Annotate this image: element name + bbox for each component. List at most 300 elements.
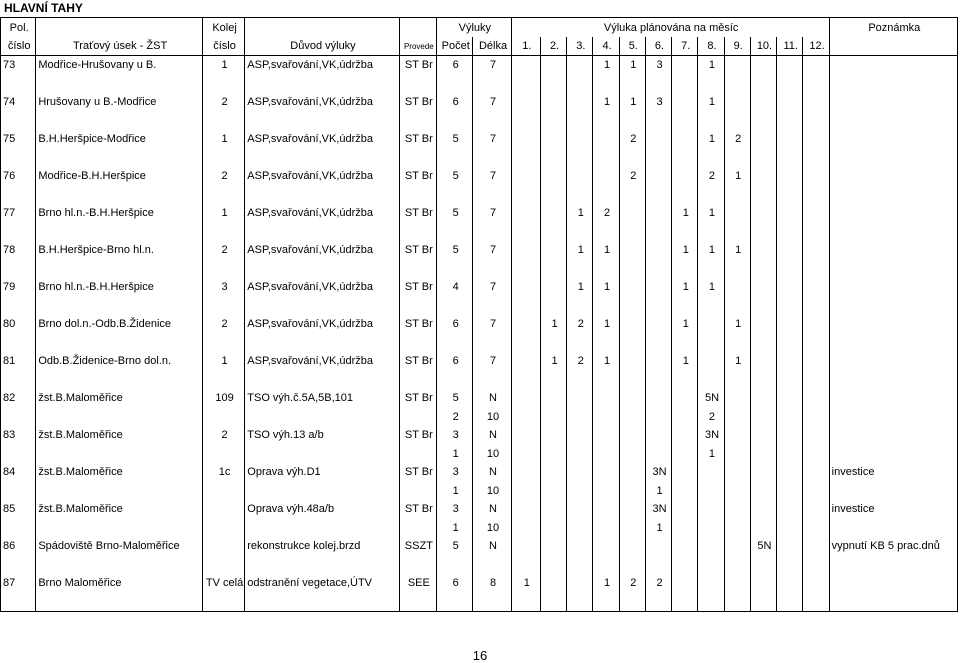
cell-month: [777, 315, 803, 334]
table-row: [1, 500, 958, 519]
cell-month: 3: [645, 93, 671, 112]
cell-tratovy-usek: [36, 223, 203, 242]
cell-month: [698, 112, 724, 131]
cell-month: [803, 167, 829, 186]
cell-delka: N: [473, 537, 511, 556]
table-row: [1, 56, 958, 75]
cell-pocet: [437, 149, 473, 168]
cell-duvod: [245, 149, 399, 168]
cell-month: 1: [619, 93, 645, 112]
cell-month: [803, 186, 829, 205]
cell-provede: [399, 297, 436, 316]
cell-poznamka: [829, 334, 957, 353]
cell-pocet: [437, 556, 473, 575]
header-month: 6.: [645, 37, 671, 56]
cell-month: [777, 371, 803, 390]
cell-duvod: [245, 408, 399, 427]
cell-month: [698, 297, 724, 316]
cell-delka: 7: [473, 167, 511, 186]
cell-provede: [399, 556, 436, 575]
cell-month: [593, 297, 619, 316]
cell-pol: [1, 445, 36, 464]
cell-month: [750, 130, 776, 149]
cell-month: [567, 519, 593, 538]
cell-month: 1: [540, 315, 566, 334]
cell-duvod: [245, 186, 399, 205]
cell-provede: ST Br: [399, 352, 436, 371]
cell-delka: 7: [473, 352, 511, 371]
cell-month: [619, 482, 645, 501]
cell-month: 1: [724, 352, 750, 371]
cell-month: [724, 389, 750, 408]
cell-month: [672, 463, 698, 482]
cell-month: [645, 556, 671, 575]
cell-month: [777, 93, 803, 112]
cell-pol: 74: [1, 93, 36, 112]
cell-month: [645, 389, 671, 408]
cell-pol: [1, 482, 36, 501]
table-row: [1, 445, 958, 464]
cell-poznamka: [829, 75, 957, 94]
cell-month: [511, 537, 540, 556]
cell-kolej: 2: [202, 241, 244, 260]
cell-month: [724, 463, 750, 482]
cell-delka: [473, 149, 511, 168]
table-row: [1, 389, 958, 408]
cell-duvod: [245, 371, 399, 390]
cell-poznamka: investice: [829, 463, 957, 482]
cell-pol: 79: [1, 278, 36, 297]
cell-month: [540, 426, 566, 445]
cell-month: 2: [619, 574, 645, 593]
cell-month: [777, 519, 803, 538]
cell-kolej: [202, 112, 244, 131]
cell-month: 1: [724, 315, 750, 334]
cell-month: [593, 556, 619, 575]
cell-month: 2: [619, 130, 645, 149]
cell-pocet: 5: [437, 241, 473, 260]
cell-month: [619, 223, 645, 242]
cell-pol: [1, 371, 36, 390]
cell-pol: 85: [1, 500, 36, 519]
cell-month: [645, 260, 671, 279]
cell-month: [593, 149, 619, 168]
cell-month: [645, 241, 671, 260]
cell-pocet: 6: [437, 93, 473, 112]
cell-month: [672, 130, 698, 149]
cell-pocet: 1: [437, 482, 473, 501]
cell-provede: ST Br: [399, 278, 436, 297]
cell-month: [750, 352, 776, 371]
cell-pocet: 2: [437, 408, 473, 427]
cell-month: [619, 186, 645, 205]
cell-month: [803, 204, 829, 223]
cell-month: [750, 482, 776, 501]
cell-month: 1: [698, 130, 724, 149]
header-vyluka-planovana: Výluka plánována na měsíc: [511, 18, 829, 38]
cell-month: [698, 574, 724, 593]
cell-pocet: 5: [437, 537, 473, 556]
cell-pol: 86: [1, 537, 36, 556]
cell-month: [511, 556, 540, 575]
cell-month: [567, 537, 593, 556]
cell-tratovy-usek: Odb.B.Židenice-Brno dol.n.: [36, 352, 203, 371]
cell-kolej: 1c: [202, 463, 244, 482]
cell-month: [750, 260, 776, 279]
cell-pocet: 5: [437, 167, 473, 186]
header-month: 7.: [672, 37, 698, 56]
cell-provede: ST Br: [399, 463, 436, 482]
cell-tratovy-usek: [36, 482, 203, 501]
cell-month: [803, 260, 829, 279]
cell-delka: [473, 371, 511, 390]
cell-month: 1: [698, 204, 724, 223]
cell-month: [724, 204, 750, 223]
cell-pol: [1, 593, 36, 612]
header-empty-usek: [36, 18, 203, 38]
cell-delka: [473, 186, 511, 205]
cell-provede: SSZT: [399, 537, 436, 556]
cell-month: [540, 408, 566, 427]
cell-month: [511, 297, 540, 316]
cell-month: [750, 500, 776, 519]
cell-month: [593, 334, 619, 353]
table-row: [1, 352, 958, 371]
cell-month: [540, 149, 566, 168]
cell-pocet: 3: [437, 500, 473, 519]
cell-month: [619, 149, 645, 168]
header-month: 2.: [540, 37, 566, 56]
table-row: [1, 482, 958, 501]
cell-month: [803, 241, 829, 260]
cell-delka: 7: [473, 278, 511, 297]
table-body: [1, 56, 958, 612]
cell-month: [540, 334, 566, 353]
page-number: 16: [472, 648, 488, 663]
header-month: 3.: [567, 37, 593, 56]
cell-kolej: TV celá: [202, 574, 244, 593]
cell-poznamka: [829, 241, 957, 260]
cell-month: [777, 149, 803, 168]
cell-month: [567, 556, 593, 575]
cell-month: 5N: [750, 537, 776, 556]
cell-month: [567, 482, 593, 501]
cell-month: [750, 278, 776, 297]
cell-tratovy-usek: Modřice-B.H.Heršpice: [36, 167, 203, 186]
cell-month: [777, 482, 803, 501]
cell-month: 1: [593, 315, 619, 334]
header-empty-duvod: [245, 18, 399, 38]
header-month: 1.: [511, 37, 540, 56]
cell-duvod: [245, 297, 399, 316]
cell-month: [593, 260, 619, 279]
cell-month: 2: [619, 167, 645, 186]
cell-month: 1: [593, 278, 619, 297]
cell-month: [619, 519, 645, 538]
cell-month: 2: [567, 352, 593, 371]
cell-tratovy-usek: Hrušovany u B.-Modřice: [36, 93, 203, 112]
cell-poznamka: [829, 519, 957, 538]
cell-provede: [399, 593, 436, 612]
cell-month: [750, 297, 776, 316]
table-row: [1, 223, 958, 242]
table-row: [1, 593, 958, 612]
header-month: 10.: [750, 37, 776, 56]
cell-kolej: 1: [202, 204, 244, 223]
cell-month: [777, 112, 803, 131]
cell-month: [803, 75, 829, 94]
cell-month: [672, 334, 698, 353]
cell-month: [593, 371, 619, 390]
cell-month: [619, 315, 645, 334]
cell-month: [803, 537, 829, 556]
cell-month: [619, 278, 645, 297]
cell-duvod: [245, 519, 399, 538]
cell-month: [672, 371, 698, 390]
cell-provede: [399, 260, 436, 279]
cell-poznamka: [829, 426, 957, 445]
cell-month: [750, 593, 776, 612]
cell-pol: 84: [1, 463, 36, 482]
cell-poznamka: [829, 389, 957, 408]
cell-month: [511, 241, 540, 260]
cell-duvod: Oprava výh.D1: [245, 463, 399, 482]
cell-month: [698, 186, 724, 205]
cell-month: [619, 463, 645, 482]
cell-month: [619, 426, 645, 445]
cell-month: [803, 574, 829, 593]
cell-poznamka: [829, 556, 957, 575]
cell-month: [540, 482, 566, 501]
cell-kolej: [202, 371, 244, 390]
cell-tratovy-usek: B.H.Heršpice-Brno hl.n.: [36, 241, 203, 260]
cell-provede: ST Br: [399, 241, 436, 260]
cell-month: [803, 593, 829, 612]
cell-month: [511, 463, 540, 482]
cell-month: 1: [567, 278, 593, 297]
cell-month: [645, 371, 671, 390]
cell-month: [803, 112, 829, 131]
cell-poznamka: [829, 204, 957, 223]
page-title: HLAVNÍ TAHY: [4, 1, 83, 15]
cell-month: 1: [645, 519, 671, 538]
cell-tratovy-usek: žst.B.Maloměřice: [36, 500, 203, 519]
cell-month: [724, 537, 750, 556]
cell-month: [698, 482, 724, 501]
cell-tratovy-usek: Brno dol.n.-Odb.B.Židenice: [36, 315, 203, 334]
cell-month: [672, 389, 698, 408]
table-row: [1, 556, 958, 575]
cell-pocet: [437, 223, 473, 242]
cell-pocet: 6: [437, 352, 473, 371]
cell-duvod: ASP,svařování,VK,údržba: [245, 352, 399, 371]
cell-month: 1: [672, 352, 698, 371]
cell-delka: 8: [473, 574, 511, 593]
cell-month: [698, 556, 724, 575]
cell-pol: 81: [1, 352, 36, 371]
cell-duvod: TSO výh.č.5A,5B,101: [245, 389, 399, 408]
cell-month: [750, 149, 776, 168]
cell-month: 5N: [698, 389, 724, 408]
cell-tratovy-usek: [36, 112, 203, 131]
cell-poznamka: [829, 408, 957, 427]
cell-month: [567, 408, 593, 427]
cell-month: [724, 149, 750, 168]
cell-month: [540, 371, 566, 390]
cell-month: [619, 371, 645, 390]
header-month: 11.: [777, 37, 803, 56]
cell-month: [698, 463, 724, 482]
cell-kolej: 109: [202, 389, 244, 408]
cell-tratovy-usek: [36, 445, 203, 464]
cell-month: [750, 241, 776, 260]
cell-month: [698, 260, 724, 279]
cell-month: [803, 371, 829, 390]
cell-month: [750, 389, 776, 408]
cell-month: [567, 500, 593, 519]
cell-month: [540, 204, 566, 223]
cell-month: [724, 93, 750, 112]
cell-month: [593, 426, 619, 445]
cell-month: [619, 75, 645, 94]
cell-month: [645, 408, 671, 427]
cell-month: [511, 389, 540, 408]
cell-poznamka: [829, 352, 957, 371]
cell-kolej: [202, 334, 244, 353]
cell-kolej: [202, 500, 244, 519]
cell-month: [672, 260, 698, 279]
cell-provede: ST Br: [399, 56, 436, 75]
table-row: [1, 408, 958, 427]
cell-month: [567, 593, 593, 612]
cell-tratovy-usek: [36, 408, 203, 427]
cell-kolej: [202, 186, 244, 205]
header-kolej: Kolej: [202, 18, 244, 38]
cell-pocet: [437, 112, 473, 131]
cell-month: [724, 426, 750, 445]
cell-month: [803, 278, 829, 297]
cell-month: [750, 574, 776, 593]
cell-month: 1: [567, 241, 593, 260]
table-row: [1, 426, 958, 445]
cell-month: [803, 297, 829, 316]
cell-pocet: 1: [437, 519, 473, 538]
cell-tratovy-usek: Modřice-Hrušovany u B.: [36, 56, 203, 75]
cell-month: [645, 315, 671, 334]
cell-month: [593, 519, 619, 538]
table-row: [1, 371, 958, 390]
cell-delka: 10: [473, 519, 511, 538]
cell-tratovy-usek: Brno Maloměřice: [36, 574, 203, 593]
cell-poznamka: [829, 574, 957, 593]
cell-pol: [1, 223, 36, 242]
cell-month: [803, 130, 829, 149]
cell-month: [777, 556, 803, 575]
cell-pocet: 1: [437, 445, 473, 464]
cell-delka: N: [473, 426, 511, 445]
cell-month: [672, 408, 698, 427]
cell-duvod: TSO výh.13 a/b: [245, 426, 399, 445]
cell-month: 1: [672, 204, 698, 223]
cell-month: [777, 352, 803, 371]
cell-pol: [1, 260, 36, 279]
cell-month: [672, 186, 698, 205]
cell-month: [750, 93, 776, 112]
header-kolej-cislo: číslo: [202, 37, 244, 56]
cell-month: [619, 260, 645, 279]
cell-month: [698, 75, 724, 94]
cell-delka: [473, 556, 511, 575]
table-row: [1, 204, 958, 223]
cell-pol: [1, 556, 36, 575]
cell-tratovy-usek: B.H.Heršpice-Modřice: [36, 130, 203, 149]
cell-month: [511, 408, 540, 427]
cell-duvod: [245, 593, 399, 612]
cell-pol: [1, 408, 36, 427]
cell-month: 1: [645, 482, 671, 501]
cell-month: [619, 241, 645, 260]
cell-month: [540, 223, 566, 242]
cell-tratovy-usek: Brno hl.n.-B.H.Heršpice: [36, 204, 203, 223]
cell-provede: [399, 75, 436, 94]
cell-pocet: 4: [437, 278, 473, 297]
cell-duvod: [245, 112, 399, 131]
cell-month: [593, 167, 619, 186]
header-tratovy-usek: Traťový úsek - ŽST: [36, 37, 203, 56]
cell-tratovy-usek: Brno hl.n.-B.H.Heršpice: [36, 278, 203, 297]
cell-month: 3: [645, 56, 671, 75]
cell-poznamka: [829, 371, 957, 390]
cell-provede: [399, 149, 436, 168]
cell-kolej: [202, 149, 244, 168]
cell-month: [567, 130, 593, 149]
cell-poznamka: [829, 482, 957, 501]
cell-month: [511, 445, 540, 464]
cell-month: [777, 389, 803, 408]
cell-month: [593, 112, 619, 131]
cell-month: [645, 445, 671, 464]
cell-month: [672, 112, 698, 131]
cell-duvod: [245, 482, 399, 501]
cell-month: 1: [540, 352, 566, 371]
table-row: [1, 463, 958, 482]
cell-month: 2: [567, 315, 593, 334]
cell-poznamka: vypnutí KB 5 prac.dnů: [829, 537, 957, 556]
cell-duvod: ASP,svařování,VK,údržba: [245, 130, 399, 149]
cell-month: [750, 167, 776, 186]
cell-delka: N: [473, 500, 511, 519]
table-row: [1, 537, 958, 556]
header-provede: Provede: [399, 37, 436, 56]
cell-pol: 78: [1, 241, 36, 260]
cell-pol: [1, 112, 36, 131]
cell-month: [803, 389, 829, 408]
cell-month: [567, 426, 593, 445]
cell-pol: 82: [1, 389, 36, 408]
cell-month: 2: [645, 574, 671, 593]
cell-month: [672, 500, 698, 519]
cell-kolej: [202, 408, 244, 427]
cell-delka: N: [473, 389, 511, 408]
cell-month: 3N: [645, 500, 671, 519]
cell-pol: 83: [1, 426, 36, 445]
cell-month: [672, 149, 698, 168]
cell-pocet: 3: [437, 463, 473, 482]
cell-tratovy-usek: [36, 260, 203, 279]
cell-kolej: [202, 482, 244, 501]
cell-month: [698, 315, 724, 334]
table-row: [1, 334, 958, 353]
